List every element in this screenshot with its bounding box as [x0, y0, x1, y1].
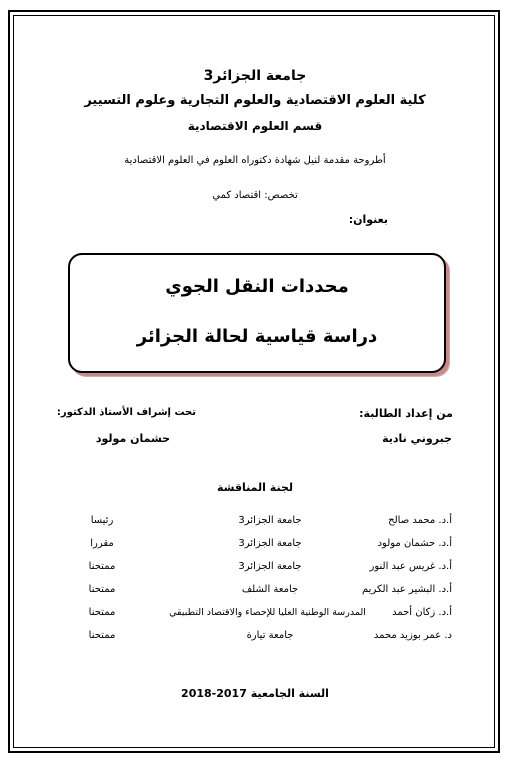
member-institution: جامعة الجزائر3 [238, 515, 302, 526]
member-role: ممتحنا [88, 630, 116, 641]
thesis-title-main: محددات النقل الجوي [165, 276, 349, 297]
thesis-specialty: تخصص: اقتصاد كمي [212, 190, 298, 201]
member-name: د. عمر بوزيد محمد [373, 630, 452, 641]
member-role: مقررا [90, 538, 114, 549]
member-institution: جامعة الجزائر3 [238, 538, 302, 549]
member-name: أ.د. حشمان مولود [377, 538, 452, 549]
title-box [68, 253, 446, 373]
title-label: بعنوان: [348, 213, 388, 226]
faculty-name: كلية العلوم الاقتصادية والعلوم التجارية وعلوم التسيير [84, 93, 426, 108]
member-role: ممتحنا [88, 607, 116, 618]
member-role: رئيسا [90, 515, 114, 526]
thesis-title-sub: دراسة قياسية لحالة الجزائر [136, 326, 378, 347]
member-institution: جامعة الشلف [241, 584, 299, 595]
supervisor-label: تحت إشراف الأستاذ الدكتور: [56, 407, 196, 418]
student-label: من إعداد الطالبة: [359, 407, 453, 420]
academic-year: السنة الجامعية 2017-2018 [181, 687, 329, 700]
university-name: جامعة الجزائر3 [203, 68, 307, 84]
member-institution: المدرسة الوطنية العليا للإحصاء والاقتصاد التطبيقي [169, 607, 366, 618]
member-name: أ.د. محمد صالح [388, 515, 452, 526]
member-institution: جامعة تيارة [246, 630, 294, 641]
member-role: ممتحنا [88, 561, 116, 572]
department-name: قسم العلوم الاقتصادية [187, 119, 323, 133]
member-institution: جامعة الجزائر3 [238, 561, 302, 572]
supervisor-name: حشمان مولود [95, 432, 171, 445]
member-name: أ.د. البشير عبد الكريم [362, 584, 452, 595]
student-name: جبروني نادية [382, 432, 452, 445]
member-role: ممتحنا [88, 584, 116, 595]
member-name: أ.د. زكان أحمد [392, 607, 452, 618]
committee-heading: لجنة المناقشة [216, 481, 293, 494]
member-name: أ.د. غريس عبد النور [369, 561, 452, 572]
thesis-purpose: أطروحة مقدمة لنيل شهادة دكتوراه العلوم في العلوم الاقتصادية [124, 155, 386, 166]
